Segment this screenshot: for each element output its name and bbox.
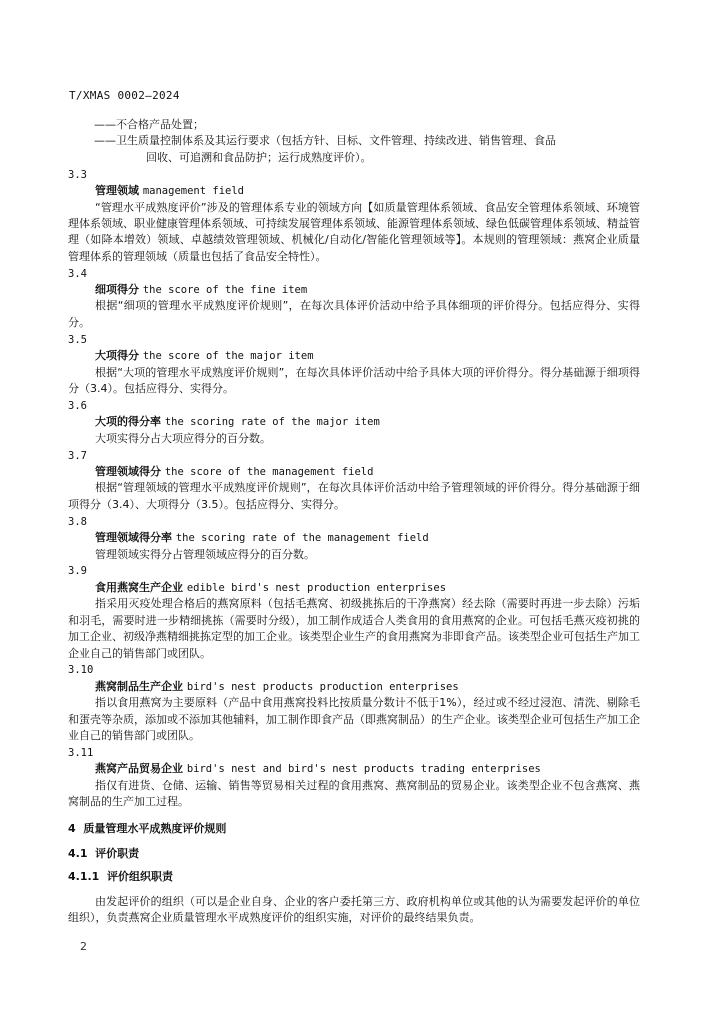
- term-number: 3.6: [68, 399, 87, 412]
- term-definition: 大项实得分占大项应得分的百分数。: [95, 431, 271, 445]
- term-number: 3.4: [68, 267, 87, 280]
- term-en: the score of the management field: [164, 466, 374, 479]
- term-zh: 管理领域得分: [95, 465, 161, 479]
- term-number: 3.8: [68, 515, 87, 528]
- term-zh: 管理领域得分率: [95, 531, 172, 545]
- term-heading: [68, 761, 640, 777]
- term-zh: 食用燕窝生产企业: [95, 580, 183, 594]
- term-definition: 管理领域实得分占管理领域应得分的百分数。: [95, 547, 315, 561]
- term-en: bird's nest products production enterprises: [186, 680, 459, 693]
- term-entry: [68, 332, 640, 398]
- term-heading: [68, 348, 640, 364]
- section-heading: [68, 821, 640, 837]
- term-en: the scoring rate of the major item: [164, 416, 380, 429]
- term-number: 3.10: [68, 664, 94, 677]
- term-heading: [68, 530, 640, 546]
- term-number: 3.3: [68, 168, 87, 181]
- term-heading: [68, 282, 640, 298]
- term-number: 3.9: [68, 565, 87, 578]
- term-definition: 根据“大项的管理水平成熟度评价规则”，在每次具体评价活动中给予具体大项的评价得分。得分基础源于细项得分（3.4）。包括应得分、实得分。: [68, 365, 640, 395]
- term-zh: 细项得分: [95, 283, 139, 297]
- list-item-text: ——卫生质量控制体系及其运行要求（包括方针、目标、文件管理、持续改进、销售管理、食品: [94, 134, 556, 148]
- subsubsection-title: 评价组织职责: [107, 870, 173, 884]
- document-body: [68, 117, 640, 927]
- list-item: [68, 133, 640, 166]
- term-en: the score of the major item: [142, 350, 314, 363]
- term-heading: [68, 464, 640, 480]
- term-entry: [68, 266, 640, 332]
- term-zh: 燕窝制品生产企业: [95, 679, 183, 693]
- list-item-continuation: 回收、可追溯和食品防护；运行成熟度评价）。: [146, 150, 372, 164]
- term-definition: 根据“细项的管理水平成熟度评价规则”，在每次具体评价活动中给予具体细项的评价得分。包括应得分、实得分。: [68, 299, 640, 329]
- term-en: the scoring rate of the management field: [175, 532, 429, 545]
- term-definition: 根据“管理领域的管理水平成熟度评价规则”，在每次具体评价活动中给予管理领域的评价得分。得分基础源于细项得分（3.4）、大项得分（3.5）。包括应得分、实得分。: [68, 481, 640, 511]
- section-number: 4: [68, 821, 76, 835]
- term-en: edible bird's nest production enterprises: [186, 581, 447, 594]
- body-paragraph: 由发起评价的组织（可以是企业自身、企业的客户委托第三方、政府机构单位或其他的认为需要发起评价的单位组织），负责燕窝企业质量管理水平成熟度评价的组织实施，对评价的最终结果负责。: [68, 894, 640, 925]
- term-entry: [68, 398, 640, 447]
- page-number: 2: [80, 940, 87, 953]
- term-definition: 指仅有进货、仓储、运输、销售等贸易相关过程的食用燕窝、燕窝制品的贸易企业。该类型企业不包含燕窝、燕窝制品的生产加工过程。: [68, 778, 640, 809]
- term-entry: [68, 563, 640, 661]
- term-zh: 管理领域: [95, 184, 139, 198]
- term-number: 3.11: [68, 746, 94, 759]
- term-zh: 大项的得分率: [95, 415, 161, 429]
- subsection-title: 评价职责: [95, 846, 140, 860]
- list-item: [68, 117, 640, 133]
- term-heading: [68, 183, 640, 199]
- term-zh: 燕窝产品贸易企业: [95, 762, 183, 776]
- term-heading: [68, 580, 640, 596]
- term-en: bird's nest and bird's nest products trading enterprises: [186, 763, 541, 776]
- term-number: 3.5: [68, 333, 87, 346]
- term-zh: 大项得分: [95, 349, 139, 363]
- term-heading: [68, 414, 640, 430]
- term-entry: [68, 745, 640, 811]
- document-id: T/XMAS 0002—2024: [69, 89, 180, 102]
- subsection-number: 4.1: [68, 846, 88, 860]
- term-definition: “管理水平成熟度评价”涉及的管理体系专业的领域方向【如质量管理体系领域、食品安全管理体系领域、环境管理体系领域、职业健康管理体系领域、可持续发展管理体系领域、能源管理体系领域、绿色低碳管理体系领域、精益管理（如降本增效）领域、卓越绩效管理领域、机械化/自动化/智能化管理领域等】。本规则的管理领域：燕窝企业质量管理体系的管理领域（质量也包括了食品安全特性）。: [68, 200, 640, 263]
- term-definition: 指以食用燕窝为主要原料（产品中食用燕窝投料比按质量分数计不低于1%），经过或不经过浸泡、清洗、剔除毛和蛋壳等杂质，添加或不添加其他辅料，加工制作即食产品（即燕窝制品）的生产企业。该类型企业可包括生产加工企业自己的销售部门或团队。: [68, 696, 640, 743]
- term-entry: [68, 167, 640, 265]
- term-en: the score of the fine item: [142, 284, 308, 297]
- subsubsection-heading: [68, 869, 640, 885]
- term-heading: [68, 679, 640, 695]
- term-entry: [68, 662, 640, 744]
- term-entry: [68, 514, 640, 563]
- subsubsection-number: 4.1.1: [68, 870, 100, 884]
- term-en: management field: [142, 185, 244, 198]
- subsection-heading: [68, 846, 640, 862]
- term-definition: 指采用灭疫处理合格后的燕窝原料（包括毛燕窝、初级挑拣后的干净燕窝）经去除（需要时再进一步去除）污垢和羽毛，需要时进一步精细挑拣（需要时分级），加工制作成适合人类食用的食用燕窝的企业。可包括毛燕灭疫初挑的加工企业、初级净燕精细挑拣定型的加工企业。该类型企业生产的食用燕窝为非即食产品。该类型企业可包括生产加工企业自己的销售部门或团队。: [68, 597, 640, 660]
- term-number: 3.7: [68, 449, 87, 462]
- term-entry: [68, 448, 640, 514]
- list-item-text: ——不合格产品处置；: [94, 118, 204, 131]
- section-title: 质量管理水平成熟度评价规则: [83, 821, 227, 835]
